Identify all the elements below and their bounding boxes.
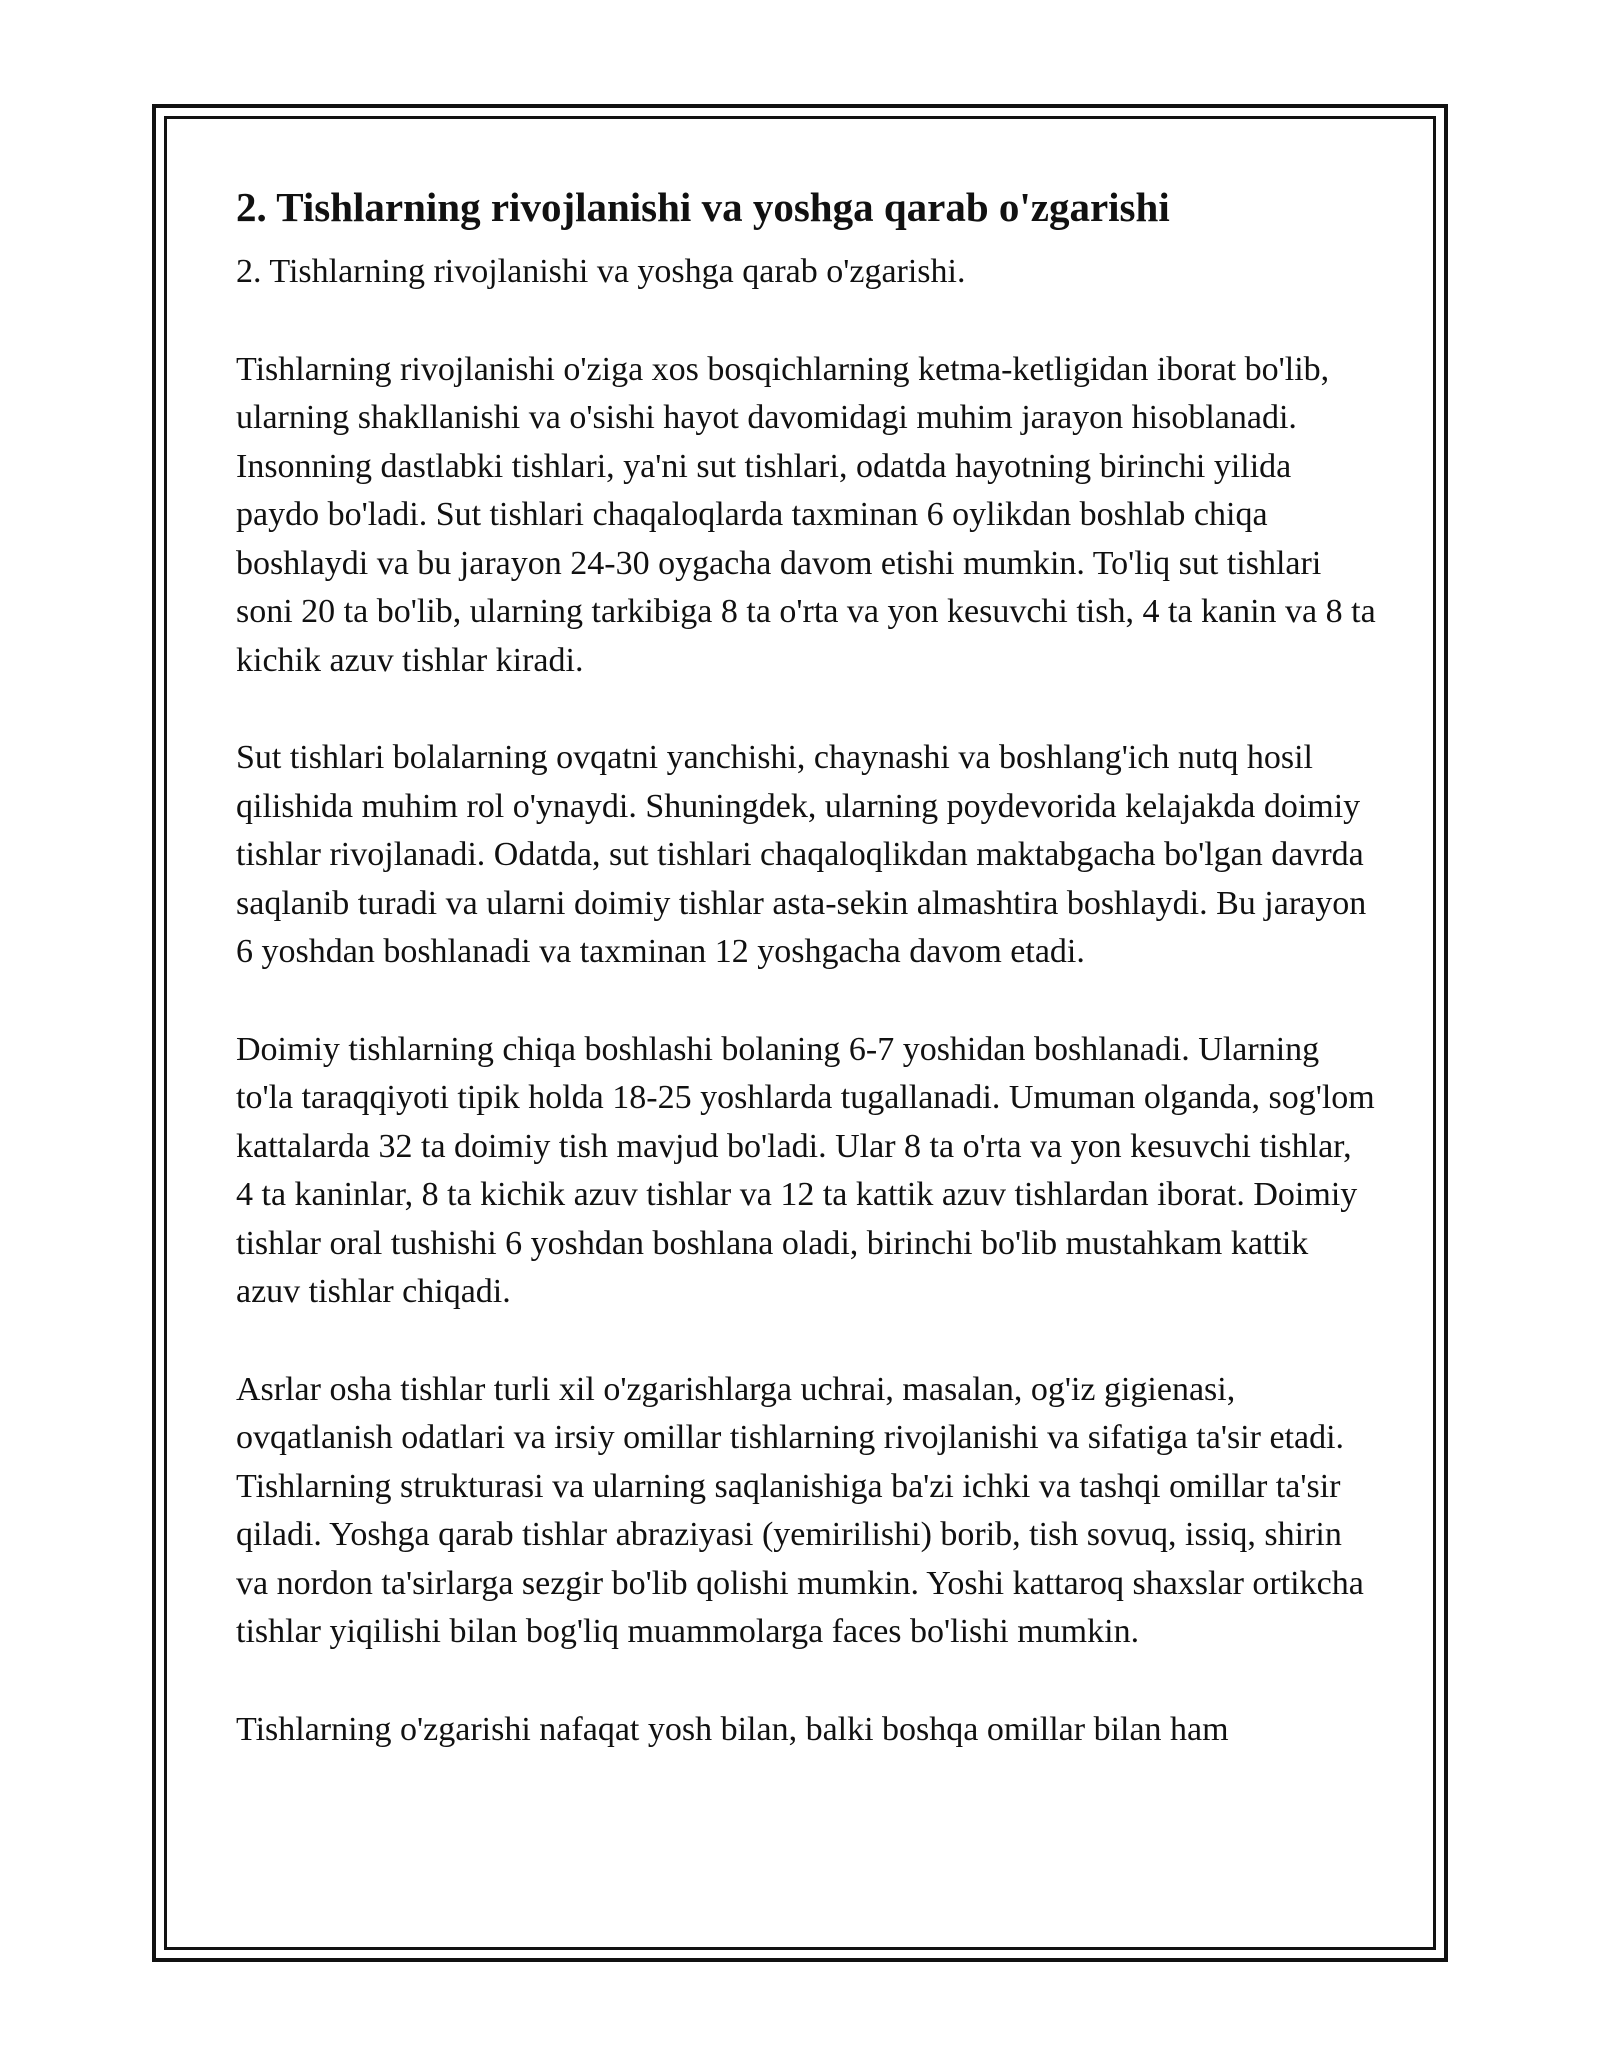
page-title: 2. Tishlarning rivojlanishi va yoshga qarab o'zgarishi (236, 184, 1170, 230)
paragraph-milk-teeth: Tishlarning rivojlanishi o'ziga xos bosqichlarning ketma-ketligidan iborat bo'lib, ularning shakllanishi va o'sishi hayot davomidagi muhim jarayon hisoblanadi. Insonning dastlabki tishlari, ya'ni sut tishlari, odatda hayotning birinchi yilida paydo bo'ladi. Sut tishlari chaqaloqlarda taxminan 6 oylikdan boshlab chiqa boshlaydi va bu jarayon 24-30 oygacha davom etishi mumkin. To'liq sut tishlari soni 20 ta bo'lib, ularning tarkibiga 8 ta o'rta va yon kesuvchi tish, 4 ta kanin va 8 ta kichik azuv tishlar kiradi. (236, 350, 1376, 679)
paragraph-permanent-teeth: Doimiy tishlarning chiqa boshlashi bolaning 6-7 yoshidan boshlanadi. Ularning to'la taraqqiyoti tipik holda 18-25 yoshlarda tugallanadi. Umuman olganda, sog'lom kattalarda 32 ta doimiy tish mavjud bo'ladi. Ular 8 ta o'rta va yon kesuvchi tishlar, 4 ta kaninlar, 8 ta kichik azuv tishlar va 12 ta kattik azuv tishlardan iborat. Doimiy tishlar oral tushishi 6 yoshdan boshlana oladi, birinchi bo'lib mustahkam kattik azuv tishlar chiqadi. (236, 1030, 1375, 1310)
paragraph-subtitle: 2. Tishlarning rivojlanishi va yoshga qarab o'zgarishi. (236, 253, 966, 290)
paragraph-milk-teeth-role: Sut tishlari bolalarning ovqatni yanchishi, chaynashi va boshlang'ich nutq hosil qilishida muhim rol o'ynaydi. Shuningdek, ularning poydevorida kelajakda doimiy tishlar rivojlanadi. Odatda, sut tishlari chaqaloqlikdan maktabgacha bo'lgan davrda saqlanib turadi va ularni doimiy tishlar asta-sekin almashtira boshlaydi. Bu jarayon 6 yoshdan boshlanadi va taxminan 12 yoshgacha davom etadi. (236, 739, 1367, 970)
paragraph-other-factors: Tishlarning o'zgarishi nafaqat yosh bilan, balki boshqa omillar bilan ham (236, 1710, 1229, 1748)
paragraph-age-changes: Asrlar osha tishlar turli xil o'zgarishlarga uchrai, masalan, og'iz gigienasi, ovqatlanish odatlari va irsiy omillar tishlarning rivojlanishi va sifatiga ta'sir etadi. Tishlarning strukturasi va ularning saqlanishiga ba'zi ichki va tashqi omillar ta'sir qiladi. Yoshga qarab tishlar abraziyasi (yemirilishi) borib, tish sovuq, issiq, shirin va nordon ta'sirlarga sezgir bo'lib qolishi mumkin. Yoshi kattaroq shaxslar ortikcha tishlar yiqilishi bilan bog'liq muammolarga faces bo'lishi mumkin. (236, 1370, 1364, 1650)
document-body (236, 182, 1376, 1803)
